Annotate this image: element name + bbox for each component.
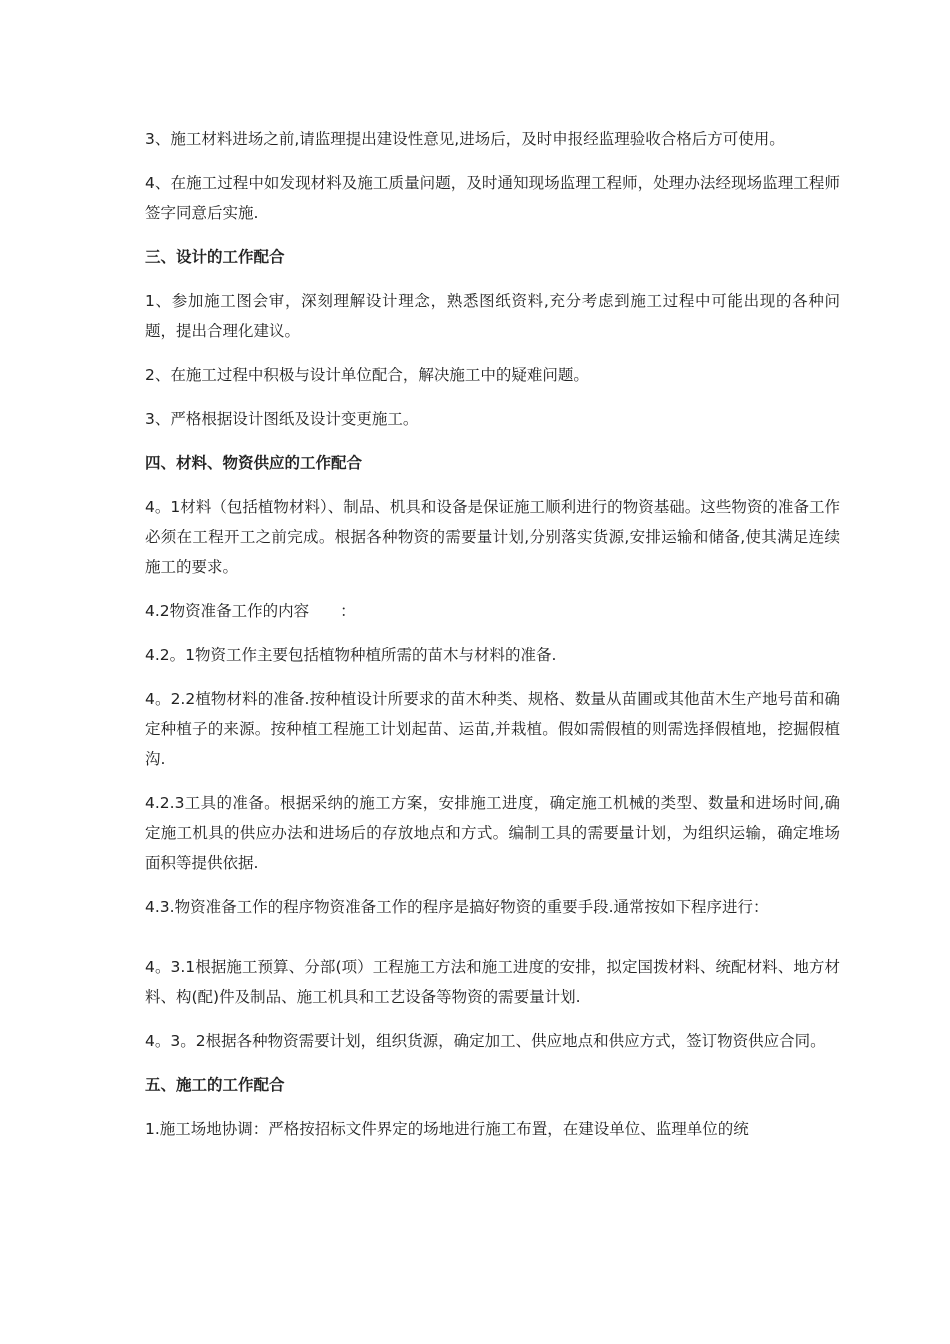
- paragraph-4-2-1: 4.2。1物资工作主要包括植物种植所需的苗木与材料的准备.: [145, 646, 557, 664]
- paragraph-4-3-1: 4。3.1根据施工预算、分部(项）工程施工方法和施工进度的安排，拟定国拨材料、统配材料、地方材料、构(配)件及制品、施工机具和工艺设备等物资的需要量计划.: [145, 958, 840, 1006]
- paragraph-4-quality-issues: 4、在施工过程中如发现材料及施工质量问题，及时通知现场监理工程师，处理办法经现场监理工程师签字同意后实施.: [145, 174, 840, 222]
- heading-materials-supply: 四、材料、物资供应的工作配合: [145, 454, 363, 472]
- paragraph-4-2-2: 4。2.2植物材料的准备.按种植设计所要求的苗木种类、规格、数量从苗圃或其他苗木生产地号苗和确定种植子的来源。按种植工程施工计划起苗、运苗,并栽植。假如需假植的则需选择假植地，挖掘假植沟.: [145, 690, 840, 768]
- paragraph-4-1: 4。1材料（包括植物材料）、制品、机具和设备是保证施工顺利进行的物资基础。这些物资的准备工作必须在工程开工之前完成。根据各种物资的需要量计划,分别落实货源,安排运输和储备,使其满足连续施工的要求。: [145, 498, 840, 576]
- paragraph-design-3: 3、严格根据设计图纸及设计变更施工。: [145, 410, 419, 428]
- heading-construction-cooperation: 五、施工的工作配合: [145, 1076, 285, 1094]
- paragraph-site-coordination: 1.施工场地协调：严格按招标文件界定的场地进行施工布置，在建设单位、监理单位的统: [145, 1120, 749, 1138]
- paragraph-4-2-3: 4.2.3工具的准备。根据采纳的施工方案，安排施工进度，确定施工机械的类型、数量和进场时间,确定施工机具的供应办法和进场后的存放地点和方式。编制工具的需要量计划，为组织运输，确定堆场面积等提供依据.: [145, 794, 840, 872]
- paragraph-design-1: 1、参加施工图会审，深刻理解设计理念，熟悉图纸资料,充分考虑到施工过程中可能出现的各种问题，提出合理化建议。: [145, 292, 840, 340]
- heading-design-cooperation: 三、设计的工作配合: [145, 248, 285, 266]
- blank-line: [145, 936, 840, 952]
- paragraph-4-3: 4.3.物资准备工作的程序物资准备工作的程序是搞好物资的重要手段.通常按如下程序进行：: [145, 898, 769, 916]
- paragraph-4-3-2: 4。3。2根据各种物资需要计划，组织货源，确定加工、供应地点和供应方式，签订物资供应合同。: [145, 1032, 826, 1050]
- paragraph-design-2: 2、在施工过程中积极与设计单位配合，解决施工中的疑难问题。: [145, 366, 589, 384]
- paragraph-4-2: 4.2物资准备工作的内容 ：: [145, 602, 356, 620]
- paragraph-3-materials-entry: 3、施工材料进场之前,请监理提出建设性意见,进场后，及时申报经监理验收合格后方可使用。: [145, 130, 785, 148]
